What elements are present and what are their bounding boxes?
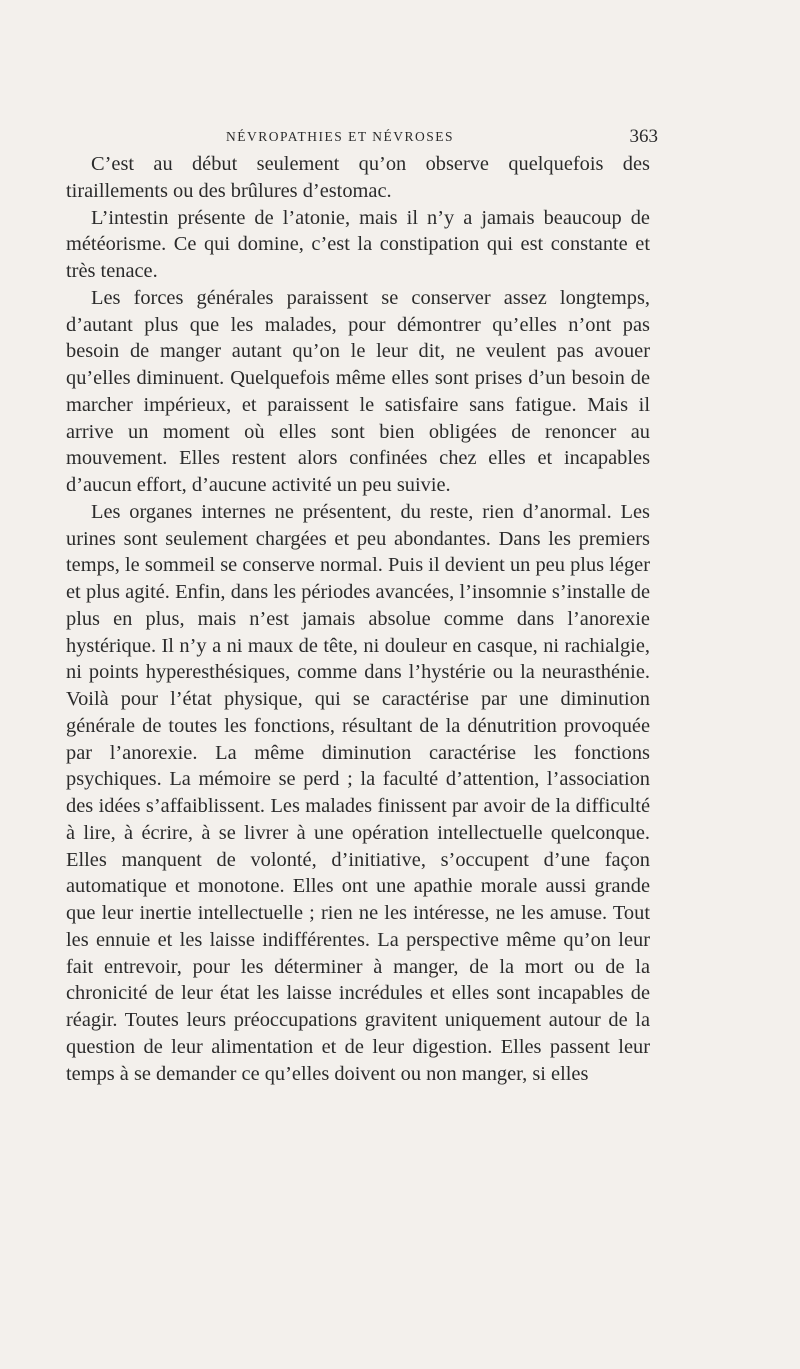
- body-text: [66, 151, 650, 1087]
- paragraph-general-forces: Les forces générales paraissent se conserver assez longtemps, d’autant plus que les malades, pour démontrer qu’elles n’ont pas besoin de manger autant qu’on le leur dit, ne veulent pas avouer qu’elles diminuent. Quelquefois même elles sont prises d’un besoin de marcher impérieux, et paraissent le satisfaire sans fatigue. Mais il arrive un moment où elles sont bien obligées de renoncer au mouvement. Elles restent alors confinées chez elles et incapables d’aucun effort, d’aucune activité un peu suivie.: [66, 286, 650, 496]
- page-number: 363: [629, 126, 658, 147]
- paragraph-intestine: L’intestin présente de l’atonie, mais il n’y a jamais beaucoup de météorisme. Ce qui domine, c’est la constipation qui est constante et très tenace.: [66, 206, 650, 282]
- paragraph-stomach: C’est au début seulement qu’on observe quelquefois des tiraillements ou des brûlures d’estomac.: [66, 153, 650, 202]
- paragraph-internal-organs: Les organes internes ne présentent, du reste, rien d’anormal. Les urines sont seulement chargées et peu abondantes. Dans les premiers temps, le sommeil se conserve normal. Puis il devient un peu plus léger et plus agité. Enfin, dans les périodes avancées, l’insomnie s’installe de plus en plus, mais n’est jamais absolue comme dans l’anorexie hystérique. Il n’y a ni maux de tête, ni douleur en casque, ni rachialgie, ni points hyperesthésiques, comme dans l’hystérie ou la neurasthénie. Voilà pour l’état physique, qui se caractérise par une diminution générale de toutes les fonctions, résultant de la dénutrition provoquée par l’anorexie. La même diminution caractérise les fonctions psychiques. La mémoire se perd ; la faculté d’attention, l’association des idées s’affaiblissent. Les malades finissent par avoir de la difficulté à lire, à écrire, à se livrer à une opération intellectuelle quelconque. Elles manquent de volonté, d’initiative, s’occupent d’une façon automatique et monotone. Elles ont une apathie morale aussi grande que leur inertie intellectuelle ; rien ne les intéresse, ne les amuse. Tout les ennuie et les laisse indifférentes. La perspective même qu’on leur fait entrevoir, pour les déterminer à manger, de la mort ou de la chronicité de leur état les laisse incrédules et elles sont incapables de réagir. Toutes leurs préoccupations gravitent uniquement autour de la question de leur alimentation et de leur digestion. Elles passent leur temps à se demander ce qu’elles doivent ou non manger, si elles: [66, 500, 650, 1085]
- running-title: NÉVROPATHIES ET NÉVROSES: [225, 129, 455, 144]
- page-header: [66, 126, 658, 156]
